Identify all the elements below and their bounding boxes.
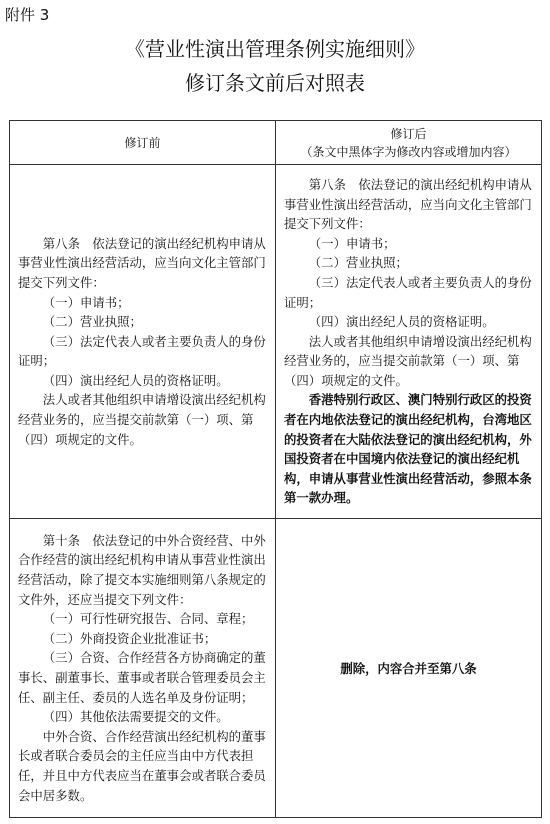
clause-item: （四）演出经纪人员的资格证明。 [308, 314, 495, 330]
header-after-label: 修订后 [390, 126, 427, 141]
clause-item: （四）其他依法需要提交的文件。 [42, 709, 229, 725]
clause-text: 法人或者其他组织申请增设演出经纪机构经营业务的，应当提交前款第（一）项、第（四）项规定的文件。 [18, 392, 266, 447]
clause-item: （二）营业执照； [308, 255, 408, 271]
clause-text: 第八条 依法登记的演出经纪机构申请从事营业性演出经营活动，应当向文化主管部门提交下列文件： [284, 176, 532, 232]
document-title: 《营业性演出管理条例实施细则》 [125, 37, 425, 61]
header-after [276, 121, 542, 165]
header-before [10, 121, 276, 165]
added-clause-text: 香港特别行政区、澳门特别行政区的投资者在内地依法登记的演出经纪机构，台湾地区的投资者在大陆依法登记的演出经纪机构，外国投资者在中国境内依法登记的演出经纪机构，申请从事营业性演出经营活动，参照本条第一款办理。 [284, 392, 532, 506]
deleted-note: 删除，内容合并至第八条 [340, 661, 477, 676]
clause-text: 第八条 依法登记的演出经纪机构申请从事营业性演出经营活动，应当向文化主管部门提交下列文件： [18, 235, 266, 290]
table-header-row [10, 121, 542, 165]
table-row [10, 165, 542, 519]
clause-item: （三）法定代表人或者主要负责人的身份证明； [284, 274, 532, 310]
clause-item: （四）演出经纪人员的资格证明。 [42, 372, 229, 388]
header-after-note: （条文中黑体字为修改内容或增加内容） [300, 144, 517, 159]
clause-text: 第十条 依法登记的中外合资经营、中外合作经营的演出经纪机构申请从事营业性演出经营活动，除了提交本实施细则第八条规定的文件外，还应当提交下列文件： [18, 532, 266, 607]
clause-item: （二）营业执照； [42, 314, 142, 330]
clause-item: （三）合资、合作经营各方协商确定的董事长、副董事长、董事或者联合管理委员会主任、副主任、委员的人选名单及身份证明； [18, 650, 266, 705]
clause-text: 法人或者其他组织申请增设演出经纪机构经营业务的，应当提交前款第（一）项、第（四）项规定的文件。 [284, 333, 532, 388]
article-8-after [276, 165, 542, 519]
annex-label: 附件 3 [5, 6, 50, 24]
clause-item: （一）申请书； [42, 294, 130, 310]
table-row [10, 519, 542, 818]
document-subtitle: 修订条文前后对照表 [185, 71, 365, 95]
article-8-before [10, 165, 276, 519]
clause-text: 中外合资、合作经营演出经纪机构的董事长或者联合委员会的主任应当由中方代表担任，并且中方代表应当在董事会或者联合委员会中居多数。 [18, 728, 266, 803]
clause-item: （一）可行性研究报告、合同、章程； [42, 611, 254, 627]
clause-item: （一）申请书； [308, 235, 396, 251]
article-10-after [276, 519, 542, 818]
comparison-table [9, 120, 542, 818]
clause-item: （二）外商投资企业批准证书； [42, 630, 217, 646]
article-10-before [10, 519, 276, 818]
clause-item: （三）法定代表人或者主要负责人的身份证明； [18, 333, 266, 369]
header-before-label: 修订前 [124, 135, 161, 150]
